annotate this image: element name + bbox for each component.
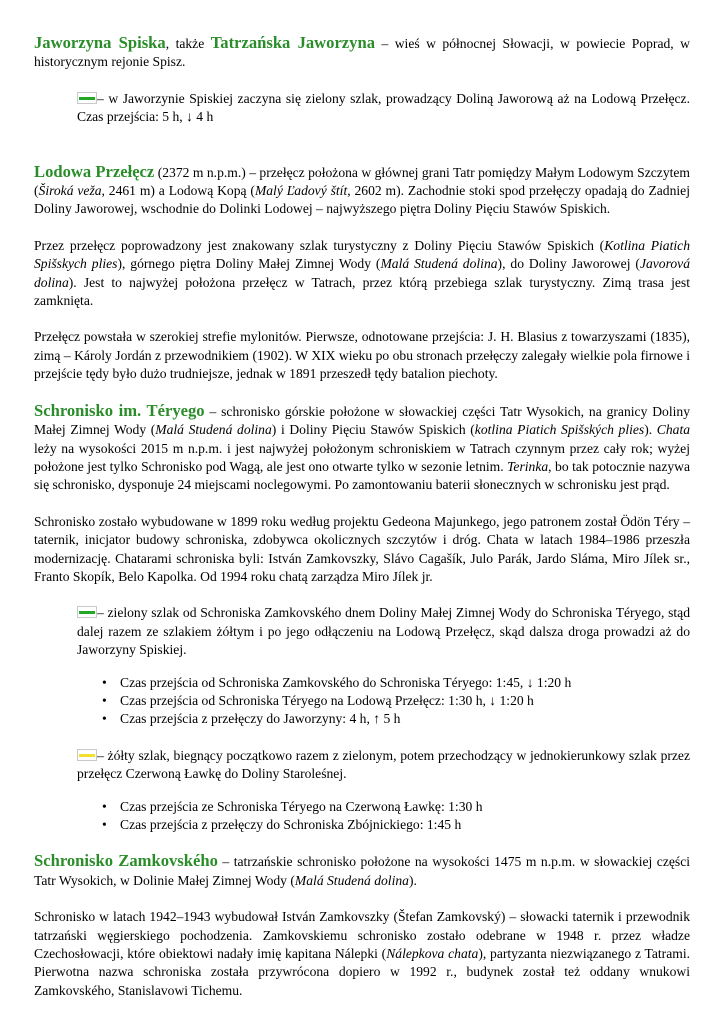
- jaworzyna-trail-note: – w Jaworzynie Spiskiej zaczyna się zielony szlak, prowadzący Doliną Jaworową aż na Lodową Przełęcz. Czas przejścia: 5 h, ↓ 4 h: [77, 90, 690, 125]
- zamkovskeho-paragraph-2: Schronisko w latach 1942–1943 wybudował István Zamkovszky (Štefan Zamkovský) – słowacki taternik i przewodnik tatrzański węgierskiego pochodzenia. Zamkovskiemu schronisko zostało odebrane w 1948 r. przez władze Czechosłowacji, które obiektowi nadały imię kapitana Nálepki (Nálepkova chata), partyzanta niezwiązanego z Tatrami. Pierwotna nazwa schroniska została przywrócona dopiero w 1992 r., budynek został też oddany wnukowi Zamkovského, Stanislavowi Tichemu.: [34, 909, 690, 998]
- heading-lodowa-przelecz: Lodowa Przełęcz: [34, 161, 155, 181]
- lodowa-paragraph-3: Przełęcz powstała w szerokiej strefie mylonitów. Pierwsze, odnotowane przejścia: J. H. Blasius z towarzyszami (1835), zimą – Károly Jordán z przewodnikiem (1902). W XIX wieku po obu stronach przełęczy zalegały wielkie pola firnowe i przejście tędy było dużo trudniejsze, jednak w 1891 przeszedł tędy batalion piechoty.: [34, 329, 690, 382]
- zamkovskeho-paragraph-1: Schronisko Zamkovského – tatrzańskie schronisko położone na wysokości 1475 m n.p.m. w słowackiej części Tatr Wysokich, w Dolinie Małej Zimnej Wody (Malá Studená dolina).: [34, 851, 691, 888]
- lodowa-paragraph-1: Lodowa Przełęcz (2372 m n.p.m.) – przełęcz położona w głównej grani Tatr pomiędzy Małym Lodowym Szczytem (Široká veža, 2461 m) a Lodową Kopą (Malý Ľadový štít, 2602 m). Zachodnie stoki spod przełęczy opadają do Zadniej Doliny Jaworowej, wschodnie do Dolinki Lodowej – najwyższego piętra Doliny Pięciu Stawów Spiskich.: [34, 161, 690, 217]
- heading-schronisko-teryego: Schronisko im. Téryego: [34, 400, 205, 420]
- green-trail-times-list: [34, 674, 690, 729]
- list-item: • Czas przejścia od Schroniska Téryego na Lodową Przełęcz: 1:30 h, ↓ 1:20 h: [120, 692, 690, 710]
- heading-schronisko-zamkovskeho: Schronisko Zamkovského: [34, 851, 218, 871]
- yellow-trail-description: – żółty szlak, biegnący początkowo razem z zielonym, potem przechodzący w jednokierunkowy szlak przez przełęcz Czerwoną Ławkę do Doliny Staroleśnej.: [77, 747, 690, 782]
- yellow-trail-marker-icon: [77, 749, 97, 761]
- green-trail-description: – zielony szlak od Schroniska Zamkovského dnem Doliny Małej Zimnej Wody do Schroniska Téryego, stąd dalej razem ze szlakiem żółtym i po jego odłączeniu na Lodową Przełęcz, skąd dalsza droga prowadzi aż do Jaworzyny Spiskiej.: [77, 605, 690, 658]
- document-page: [34, 34, 690, 1000]
- lodowa-paragraph-2: Przez przełęcz poprowadzony jest znakowany szlak turystyczny z Doliny Pięciu Stawów Spiskich (Kotlina Piatich Spišskych plies), górnego piętra Doliny Małej Zimnej Wody (Malá Studená dolina), do Doliny Jaworowej (Javorová dolina). Jest to najwyżej położona przełęcz w Tatrach, przez którą przebiega szlak turystyczny. Zimą trasa jest zamknięta.: [34, 237, 691, 309]
- list-item: • Czas przejścia ze Schroniska Téryego na Czerwoną Ławkę: 1:30 h: [120, 798, 690, 816]
- green-trail-marker-icon: [77, 92, 97, 104]
- tery-paragraph-2: Schronisko zostało wybudowane w 1899 roku według projektu Gedeona Majunkego, jego patronem został Ödön Téry – taternik, inicjator budowy schroniska, zdobywca okolicznych szczytów i dróg. Chata w latach 1984–1986 przeszła modernizację. Chatarami schroniska byli: István Zamkovszky, Slávo Cagašík, Julo Parák, Jardo Sláma, Miro Jílek sr., Franto Skopík, Belo Kapolka. Od 1994 roku chatą zarządza Miro Jílek jr.: [34, 513, 690, 584]
- list-item: • Czas przejścia z przełęczy do Schroniska Zbójnickiego: 1:45 h: [120, 816, 690, 834]
- list-item: • Czas przejścia od Schroniska Zamkovského do Schroniska Téryego: 1:45, ↓ 1:20 h: [120, 674, 690, 692]
- heading-jaworzyna-spiska: Jaworzyna Spiska: [34, 33, 166, 52]
- green-trail-marker-icon: [77, 606, 97, 618]
- heading-tatrzanska-jaworzyna: Tatrzańska Jaworzyna: [210, 33, 375, 52]
- tery-paragraph-1: Schronisko im. Téryego – schronisko górskie położone w słowackiej części Tatr Wysokich, na granicy Doliny Małej Zimnej Wody (Malá Studená dolina) i Doliny Pięciu Stawów Spiskich (kotlina Piatich Spišských plies). Chata leży na wysokości 2015 m n.p.m. i jest najwyżej położonym schroniskiem w Tatrach czynnym przez cały rok; wyżej położone jest tylko Schronisko pod Wagą, ale jest ono otwarte tylko w sezonie letnim. Terinka, bo tak potocznie nazywa się schronisko, dysponuje 24 miejscami noclegowymi. Po zamontowaniu baterii słonecznych w schronisku jest prąd.: [34, 400, 691, 493]
- jaworzyna-intro: Jaworzyna Spiska, także Tatrzańska Jaworzyna – wieś w północnej Słowacji, w powiecie Poprad, w historycznym rejonie Spisz.: [34, 33, 690, 70]
- list-item: • Czas przejścia z przełęczy do Jaworzyny: 4 h, ↑ 5 h: [120, 710, 690, 728]
- yellow-trail-times-list: [34, 798, 690, 835]
